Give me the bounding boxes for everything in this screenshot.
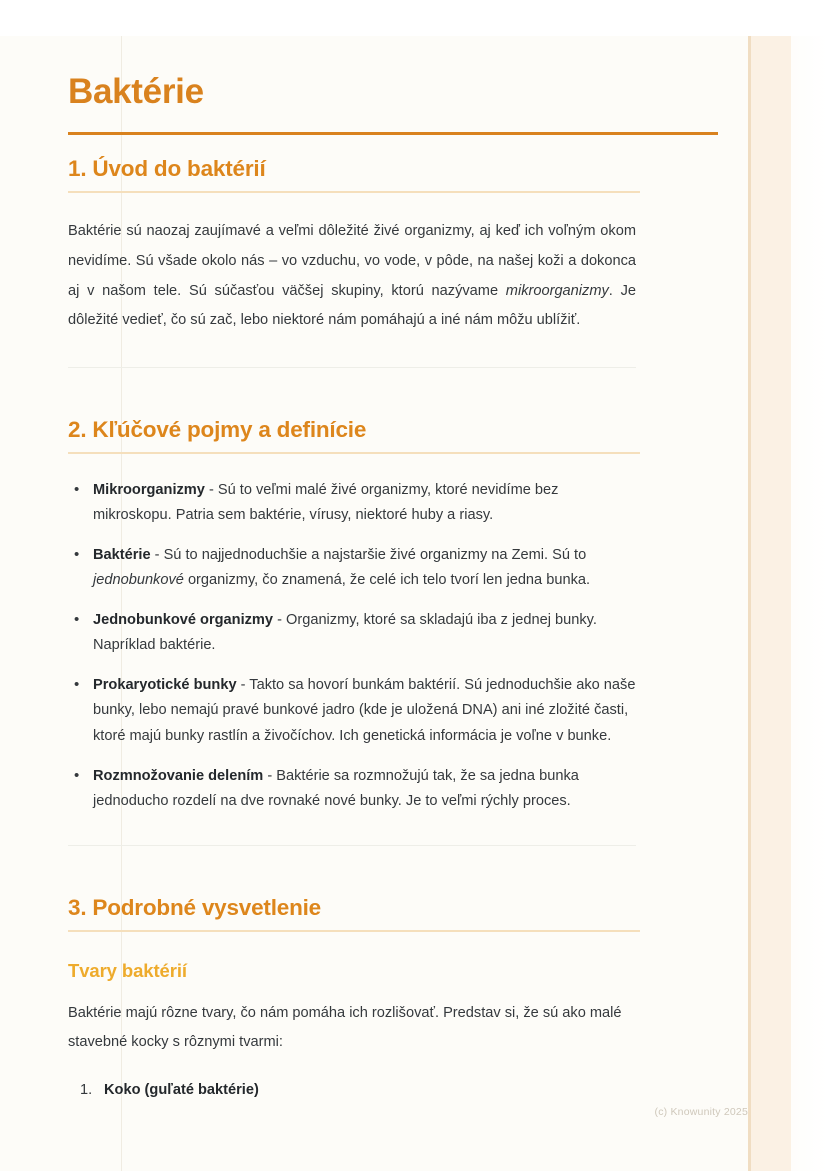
intro-paragraph: [68, 217, 636, 336]
bacteria-shapes-list: [68, 1078, 636, 1103]
section-heading-intro: 1. Úvod do baktérií: [68, 156, 266, 182]
detail-paragraph: Baktérie majú rôzne tvary, čo nám pomáha ich rozlišovať. Predstav si, že sú ako malé stavebné kocky s rôznymi tvarmi:: [68, 1004, 622, 1051]
term-label: Jednobunkové organizmy: [93, 612, 274, 629]
page-title: Baktérie: [68, 72, 204, 111]
section-heading-terms: 2. Kľúčové pojmy a definície: [68, 416, 367, 442]
list-item: [68, 673, 636, 748]
list-item: [68, 1078, 636, 1103]
copyright-watermark: (c) Knowunity 2025: [654, 1106, 748, 1118]
section-divider: [68, 845, 636, 846]
term-definition: - Sú to veľmi malé živé organizmy, ktoré nevidíme bez mikroskopu. Patria sem baktérie, vírusy, niektoré huby a riasy.: [93, 481, 559, 523]
term-label: Prokaryotické bunky: [93, 677, 237, 694]
subsection-heading-shapes: Tvary baktérií: [68, 959, 187, 981]
right-edge-fade: [791, 36, 828, 1171]
term-definition-tail: organizmy, čo znamená, že celé ich telo tvorí len jedna bunka.: [183, 572, 591, 589]
section-heading-rule: [68, 930, 640, 932]
list-item: [68, 543, 636, 593]
list-item: [68, 478, 636, 528]
term-definition: - Takto sa hovorí bunkám baktérií. Sú jednoduchšie ako naše bunky, lebo nemajú pravé bunkové jadro (kde je uložená DNA) ani iné zložité časti, ktoré majú bunky rastlín a živočíchov. Ich genetická informácia je voľne v bunke.: [93, 677, 636, 744]
key-terms-list: [68, 478, 636, 814]
intro-paragraph-tail: . Je dôležité vedieť, čo sú zač, lebo niektoré nám pomáhajú a iné nám môžu ublížiť.: [68, 282, 636, 329]
term-label: Rozmnožovanie delením: [93, 767, 264, 784]
term-definition: - Baktérie sa rozmnožujú tak, že sa jedna bunka jednoducho rozdelí na dve rovnaké nové bunky. Je to veľmi rýchly proces.: [93, 767, 579, 809]
term-definition: - Sú to najjednoduchšie a najstaršie živé organizmy na Zemi. Sú to: [150, 546, 587, 563]
section-heading-rule: [68, 452, 640, 454]
right-edge-decorative-strip: [748, 36, 791, 1171]
term-definition-emphasis: jednobunkové: [93, 572, 184, 589]
term-label: Baktérie: [93, 546, 151, 563]
intro-paragraph-emphasis: mikroorganizmy: [505, 282, 609, 299]
list-item: [68, 764, 636, 814]
section-divider: [68, 367, 636, 368]
document-content: [68, 36, 668, 1103]
term-definition: - Organizmy, ktoré sa skladajú iba z jednej bunky. Napríklad baktérie.: [93, 612, 597, 654]
section-heading-detail: 3. Podrobné vysvetlenie: [68, 894, 321, 920]
section-heading-rule: [68, 191, 640, 193]
list-item: [68, 608, 636, 658]
term-label: Mikroorganizmy: [93, 481, 205, 498]
intro-paragraph-lead: Baktérie sú naozaj zaujímavé a veľmi dôležité živé organizmy, aj keď ich voľným okom nevidíme. Sú všade okolo nás – vo vzduchu, vo vode, v pôde, na našej koži a dokonca aj v našom tele. Sú súčasťou väčšej skupiny, ktorú nazývame: [68, 223, 636, 299]
shape-name: Koko (guľaté baktérie): [104, 1082, 259, 1099]
